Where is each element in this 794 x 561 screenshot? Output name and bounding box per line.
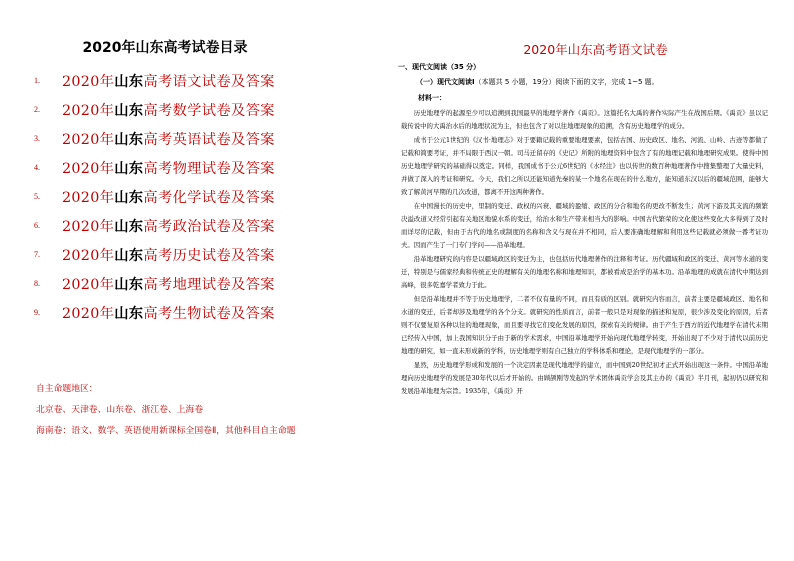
toc-item-link[interactable]: 2020年山东高考化学试卷及答案	[62, 189, 275, 206]
toc-item-link[interactable]: 2020年山东高考生物试卷及答案	[62, 305, 275, 322]
toc-item-math[interactable]	[34, 95, 275, 124]
paragraph: 成书于公元1世纪的《汉书·地理志》对于要籍记载的重要地理要素，包括古国、历史政区、地名、河流、山岭、古迹等都做了记载和简要考证，并不局限于西汉一朝。司马迁留存的《史记》所附的地理资料中包含了有的地理记载和地理研究成果。使得中国历史地理学研究的基础得以奠定。同样，我国成书于公元6世纪的《水经注》也以传世的数百种地理著作中搜集整理了大量史料，并做了深入的考证和研究。今天，我们之所以还能知道先秦的某一个地名在现在的什么地方，能知道东汉以后的疆域范围，能够大致了解黄河早期的几次改道，都离不开这两种著作。	[401, 135, 768, 196]
paragraph: 沿革地理研究的内容是以疆域政区的变迁为主，也包括历代地理著作的注释和考证。历代疆域和政区的变迁、黄河等水道的变迁，特别是与儒家经典和传统正史的理解有关的地理名称和地理知识，都被看成是治学的基本功。沿革地理的成就在清代中期达到高峰，很多乾嘉学者致力于此。	[401, 254, 768, 289]
material-label: 材料一：	[418, 93, 446, 102]
toc-item-number: 8.	[34, 279, 40, 288]
toc-item-number: 2.	[34, 105, 40, 114]
toc-item-link[interactable]: 2020年山东高考地理试卷及答案	[62, 276, 275, 293]
exam-body	[398, 60, 768, 398]
toc-item-biology[interactable]	[34, 298, 275, 327]
exam-page	[397, 0, 794, 561]
paragraph: 显然，历史地理学形成和发展的一个决定因素是现代地理学的建立，而中国到20世纪初才正式开始出现这一条件。中国沿革地理向历史地理学的发展是30年代以后才开始的。由顾颉刚等发起的学术团体禹贡学会及其主办的《禹贡》半月刊，起初仍以研究和发展沿革地理为宗旨。1935年，《禹贡》开	[401, 360, 768, 395]
exam-title: 2020年山东高考语文试卷	[523, 42, 668, 57]
toc-item-geography[interactable]	[34, 269, 275, 298]
notes-hainan: 海南卷：语文、数学、英语使用新课标全国卷Ⅱ，其他科目自主命题	[36, 426, 296, 436]
toc-item-english[interactable]	[34, 124, 275, 153]
paragraph: 历史地理学的起源至少可以追溯到我国最早的地理学著作《禹贡》。这篇托名大禹的著作实际产生在战国后期。《禹贡》虽以记载传说中的大禹治水后的地理状况为主，但也包含了对以往地理现象的追溯，含有历史地理学的成分。	[401, 108, 768, 130]
notes-regions: 北京卷、天津卷、山东卷、浙江卷、上海卷	[36, 405, 204, 415]
paragraph: 在中国漫长的历史中，里制的变迁、政权的兴衰、疆域的盈缩、政区的分合和地名的更改不断发生；黄河下游及其支流的频繁决溢改道又经常引起有关地区地貌水系的变迁，给治水和生产带来相当大的影响。中国古代繁荣的文化使这些变化大多得到了及时而详尽的记载，但由于古代的地名或制度的名称和含义与现在并不相同，后人要准确地理解和利用这些记载就必须做一番考证功夫。因而产生了一门专门学问——沿革地理。	[401, 201, 768, 249]
toc-item-chinese[interactable]	[34, 66, 275, 95]
toc-item-number: 3.	[34, 134, 40, 143]
toc-item-link[interactable]: 2020年山东高考数学试卷及答案	[62, 102, 275, 119]
toc-item-link[interactable]: 2020年山东高考政治试卷及答案	[62, 218, 275, 235]
toc-item-number: 6.	[34, 221, 40, 230]
toc-item-number: 1.	[34, 76, 40, 85]
question-heading: （一）现代文阅读Ⅰ（本题共 5 小题，19分）阅读下面的文字，完成 1~5 题。	[416, 78, 659, 87]
region-notes	[36, 379, 295, 442]
toc-item-number: 9.	[34, 308, 40, 317]
toc-item-history[interactable]	[34, 240, 275, 269]
toc-item-link[interactable]: 2020年山东高考语文试卷及答案	[62, 73, 275, 90]
toc-title: 2020年山东高考试卷目录	[82, 40, 248, 56]
toc-item-politics[interactable]	[34, 211, 275, 240]
paragraph: 但是沿革地理并不等于历史地理学，二者不仅有量的不同，而且有质的区别。就研究内容而言，前者主要是疆域政区、地名和水道的变迁，后者却涉及地理学的各个分支。就研究的性质而言，前者一般只是对现象的描述和复原，很少涉及变化的原因，后者则不仅要复原各种以往的地理现象，而且要寻找它们变化发展的原因，探索有关的规律。由于产生于西方的近代地理学在清代末期已经传入中国，加上我国知识分子由于新的学术需求，中国沿革地理学开始向现代地理学转变，开始出现了不少对于清代以前历史地理的研究，如一直未形成新的学科，历史地理学则有自己独立的学科体系和理论，是现代地理学的一部分。	[401, 294, 768, 355]
toc-item-physics[interactable]	[34, 153, 275, 182]
toc-item-chemistry[interactable]	[34, 182, 275, 211]
toc-item-number: 7.	[34, 250, 40, 259]
toc-item-link[interactable]: 2020年山东高考英语试卷及答案	[62, 131, 275, 148]
toc-list	[34, 66, 275, 327]
toc-item-link[interactable]: 2020年山东高考历史试卷及答案	[62, 247, 275, 264]
section-heading: 一、现代文阅读（35 分）	[398, 63, 481, 71]
toc-item-link[interactable]: 2020年山东高考物理试卷及答案	[62, 160, 275, 177]
toc-item-number: 4.	[34, 163, 40, 172]
notes-heading: 自主命题地区：	[36, 384, 98, 394]
toc-item-number: 5.	[34, 192, 40, 201]
